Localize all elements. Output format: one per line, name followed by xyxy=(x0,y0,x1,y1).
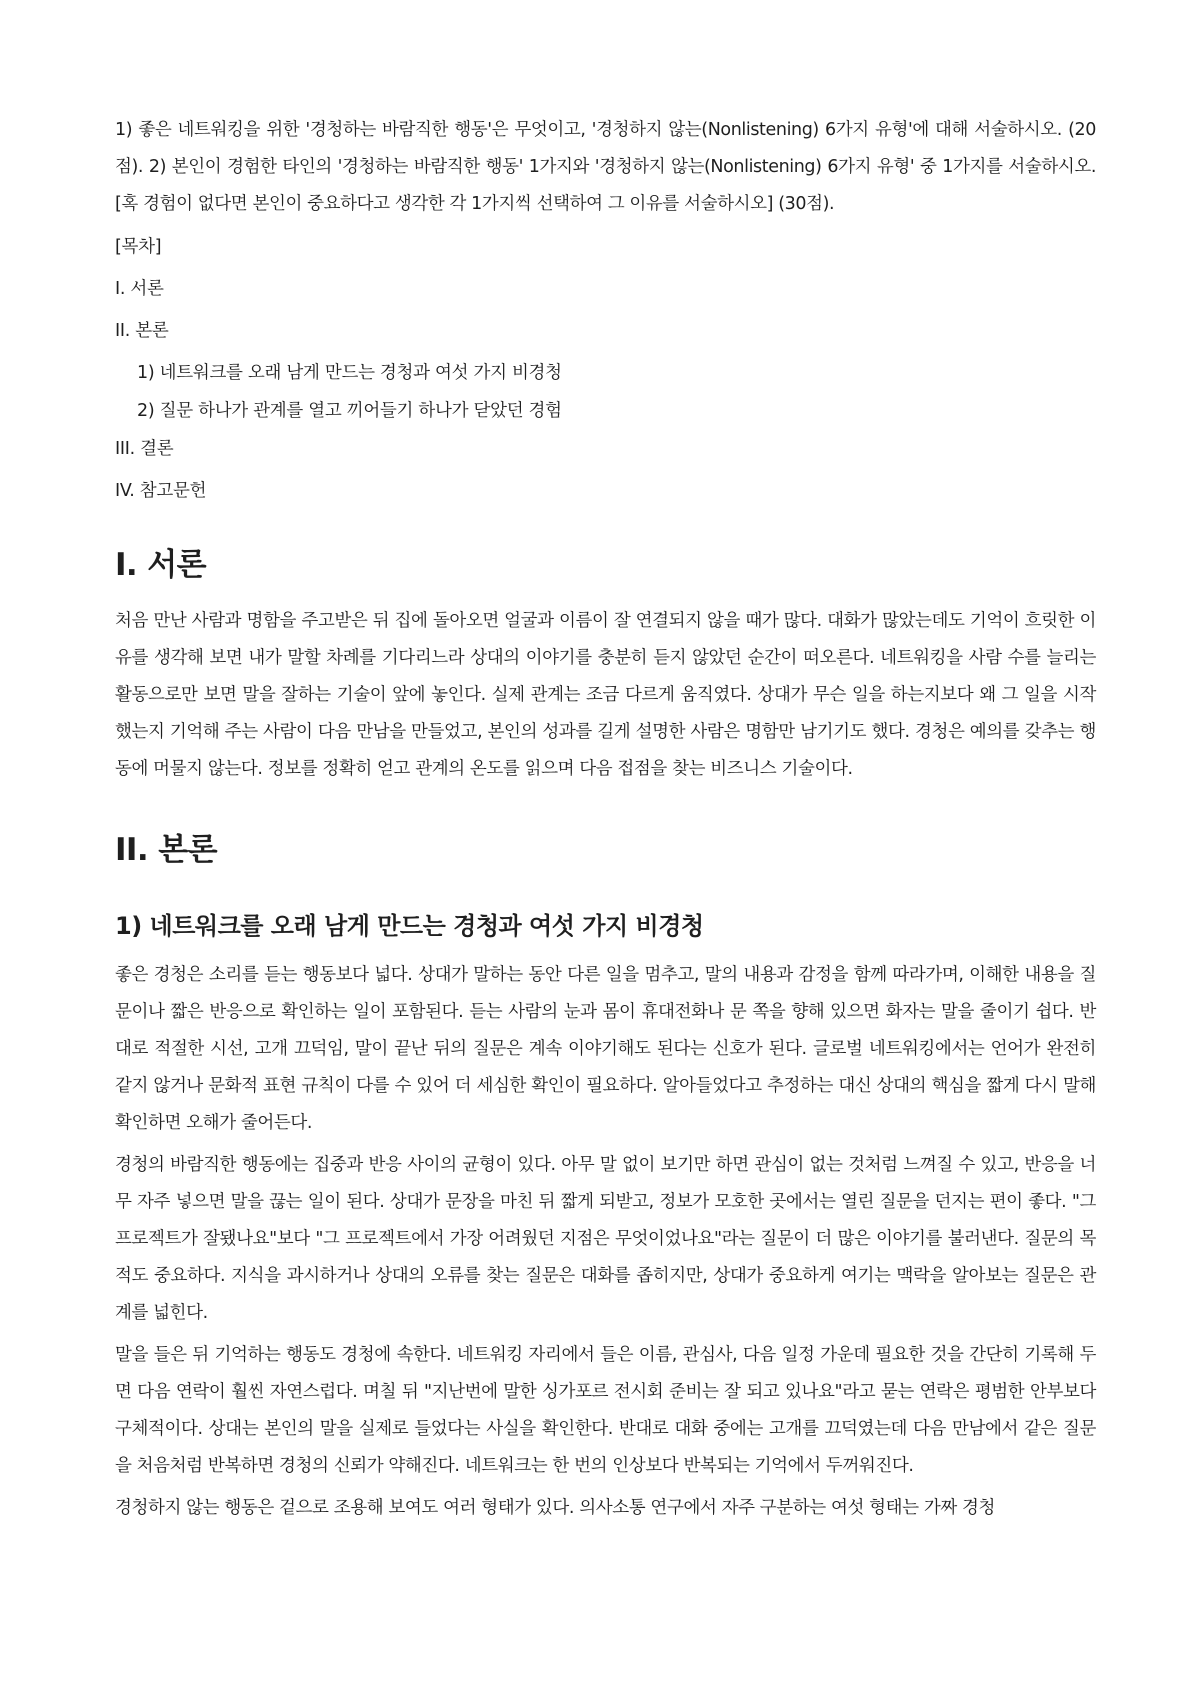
question-prompt: 1) 좋은 네트워킹을 위한 '경청하는 바람직한 행동'은 무엇이고, '경청하지 않는(Nonlistening) 6가지 유형'에 대해 서술하시오. (20점). 2) 본인이 경험한 타인의 '경청하는 바람직한 행동' 1가지와 '경청하지 않는(Nonlistening) 6가지 유형' 중 1가지를 서술하시오. [혹 경험이 없다면 본인이 중요하다고 생각한 각 1가지씩 선택하여 그 이유를 서술하시오] (30점). xyxy=(115,120,1096,214)
toc-heading: [목차] xyxy=(115,237,162,257)
section-title-intro: I. 서론 xyxy=(115,547,206,583)
toc-item-references: IV. 참고문헌 xyxy=(115,481,207,501)
toc-item-conclusion: III. 결론 xyxy=(115,439,174,459)
table-of-contents xyxy=(115,235,1096,503)
body-paragraph: 좋은 경청은 소리를 듣는 행동보다 넓다. 상대가 말하는 동안 다른 일을 멈추고, 말의 내용과 감정을 함께 따라가며, 이해한 내용을 질문이나 짧은 반응으로 확인하는 일이 포함된다. 듣는 사람의 눈과 몸이 휴대전화나 문 쪽을 향해 있으면 화자는 말을 줄이기 쉽다. 반대로 적절한 시선, 고개 끄덕임, 말이 끝난 뒤의 질문은 계속 이야기해도 된다는 신호가 된다. 글로벌 네트워킹에서는 언어가 완전히 같지 않거나 문화적 표현 규칙이 다를 수 있어 더 세심한 확인이 필요하다. 알아들었다고 추정하는 대신 상대의 핵심을 짧게 다시 말해 확인하면 오해가 줄어든다. xyxy=(115,965,1096,1133)
toc-item-body: II. 본론 xyxy=(115,321,169,341)
toc-item-intro: I. 서론 xyxy=(115,279,164,299)
body-paragraph: 말을 들은 뒤 기억하는 행동도 경청에 속한다. 네트워킹 자리에서 들은 이름, 관심사, 다음 일정 가운데 필요한 것을 간단히 기록해 두면 다음 연락이 훨씬 자연스럽다. 며칠 뒤 "지난번에 말한 싱가포르 전시회 준비는 잘 되고 있나요"라고 묻는 연락은 평범한 안부보다 구체적이다. 상대는 본인의 말을 실제로 들었다는 사실을 확인한다. 반대로 대화 중에는 고개를 끄덕였는데 다음 만남에서 같은 질문을 처음처럼 반복하면 경청의 신뢰가 약해진다. 네트워크는 한 번의 인상보다 반복되는 기억에서 두꺼워진다. xyxy=(115,1345,1096,1476)
toc-item-body-2: 2) 질문 하나가 관계를 열고 끼어들기 하나가 닫았던 경험 xyxy=(137,401,562,421)
section-title-body: II. 본론 xyxy=(115,832,217,868)
body-paragraph: 경청하지 않는 행동은 겉으로 조용해 보여도 여러 형태가 있다. 의사소통 연구에서 자주 구분하는 여섯 형태는 가짜 경청 xyxy=(115,1498,996,1518)
body-paragraph: 경청의 바람직한 행동에는 집중과 반응 사이의 균형이 있다. 아무 말 없이 보기만 하면 관심이 없는 것처럼 느껴질 수 있고, 반응을 너무 자주 넣으면 말을 끊는 일이 된다. 상대가 문장을 마친 뒤 짧게 되받고, 정보가 모호한 곳에서는 열린 질문을 던지는 편이 좋다. "그 프로젝트가 잘됐나요"보다 "그 프로젝트에서 가장 어려웠던 지점은 무엇이었나요"라는 질문이 더 많은 이야기를 불러낸다. 질문의 목적도 중요하다. 지식을 과시하거나 상대의 오류를 찾는 질문은 대화를 좁히지만, 상대가 중요하게 여기는 맥락을 알아보는 질문은 관계를 넓힌다. xyxy=(115,1155,1096,1323)
subsection-title: 1) 네트워크를 오래 남게 만드는 경청과 여섯 가지 비경청 xyxy=(115,912,704,940)
intro-paragraph: 처음 만난 사람과 명함을 주고받은 뒤 집에 돌아오면 얼굴과 이름이 잘 연결되지 않을 때가 많다. 대화가 많았는데도 기억이 흐릿한 이유를 생각해 보면 내가 말할 차례를 기다리느라 상대의 이야기를 충분히 듣지 않았던 순간이 떠오른다. 네트워킹을 사람 수를 늘리는 활동으로만 보면 말을 잘하는 기술이 앞에 놓인다. 실제 관계는 조금 다르게 움직였다. 상대가 무슨 일을 하는지보다 왜 그 일을 시작했는지 기억해 주는 사람이 다음 만남을 만들었고, 본인의 성과를 길게 설명한 사람은 명함만 남기기도 했다. 경청은 예의를 갖추는 행동에 머물지 않는다. 정보를 정확히 얻고 관계의 온도를 읽으며 다음 접점을 찾는 비즈니스 기술이다. xyxy=(115,611,1096,779)
toc-item-body-1: 1) 네트워크를 오래 남게 만드는 경청과 여섯 가지 비경청 xyxy=(137,363,562,383)
